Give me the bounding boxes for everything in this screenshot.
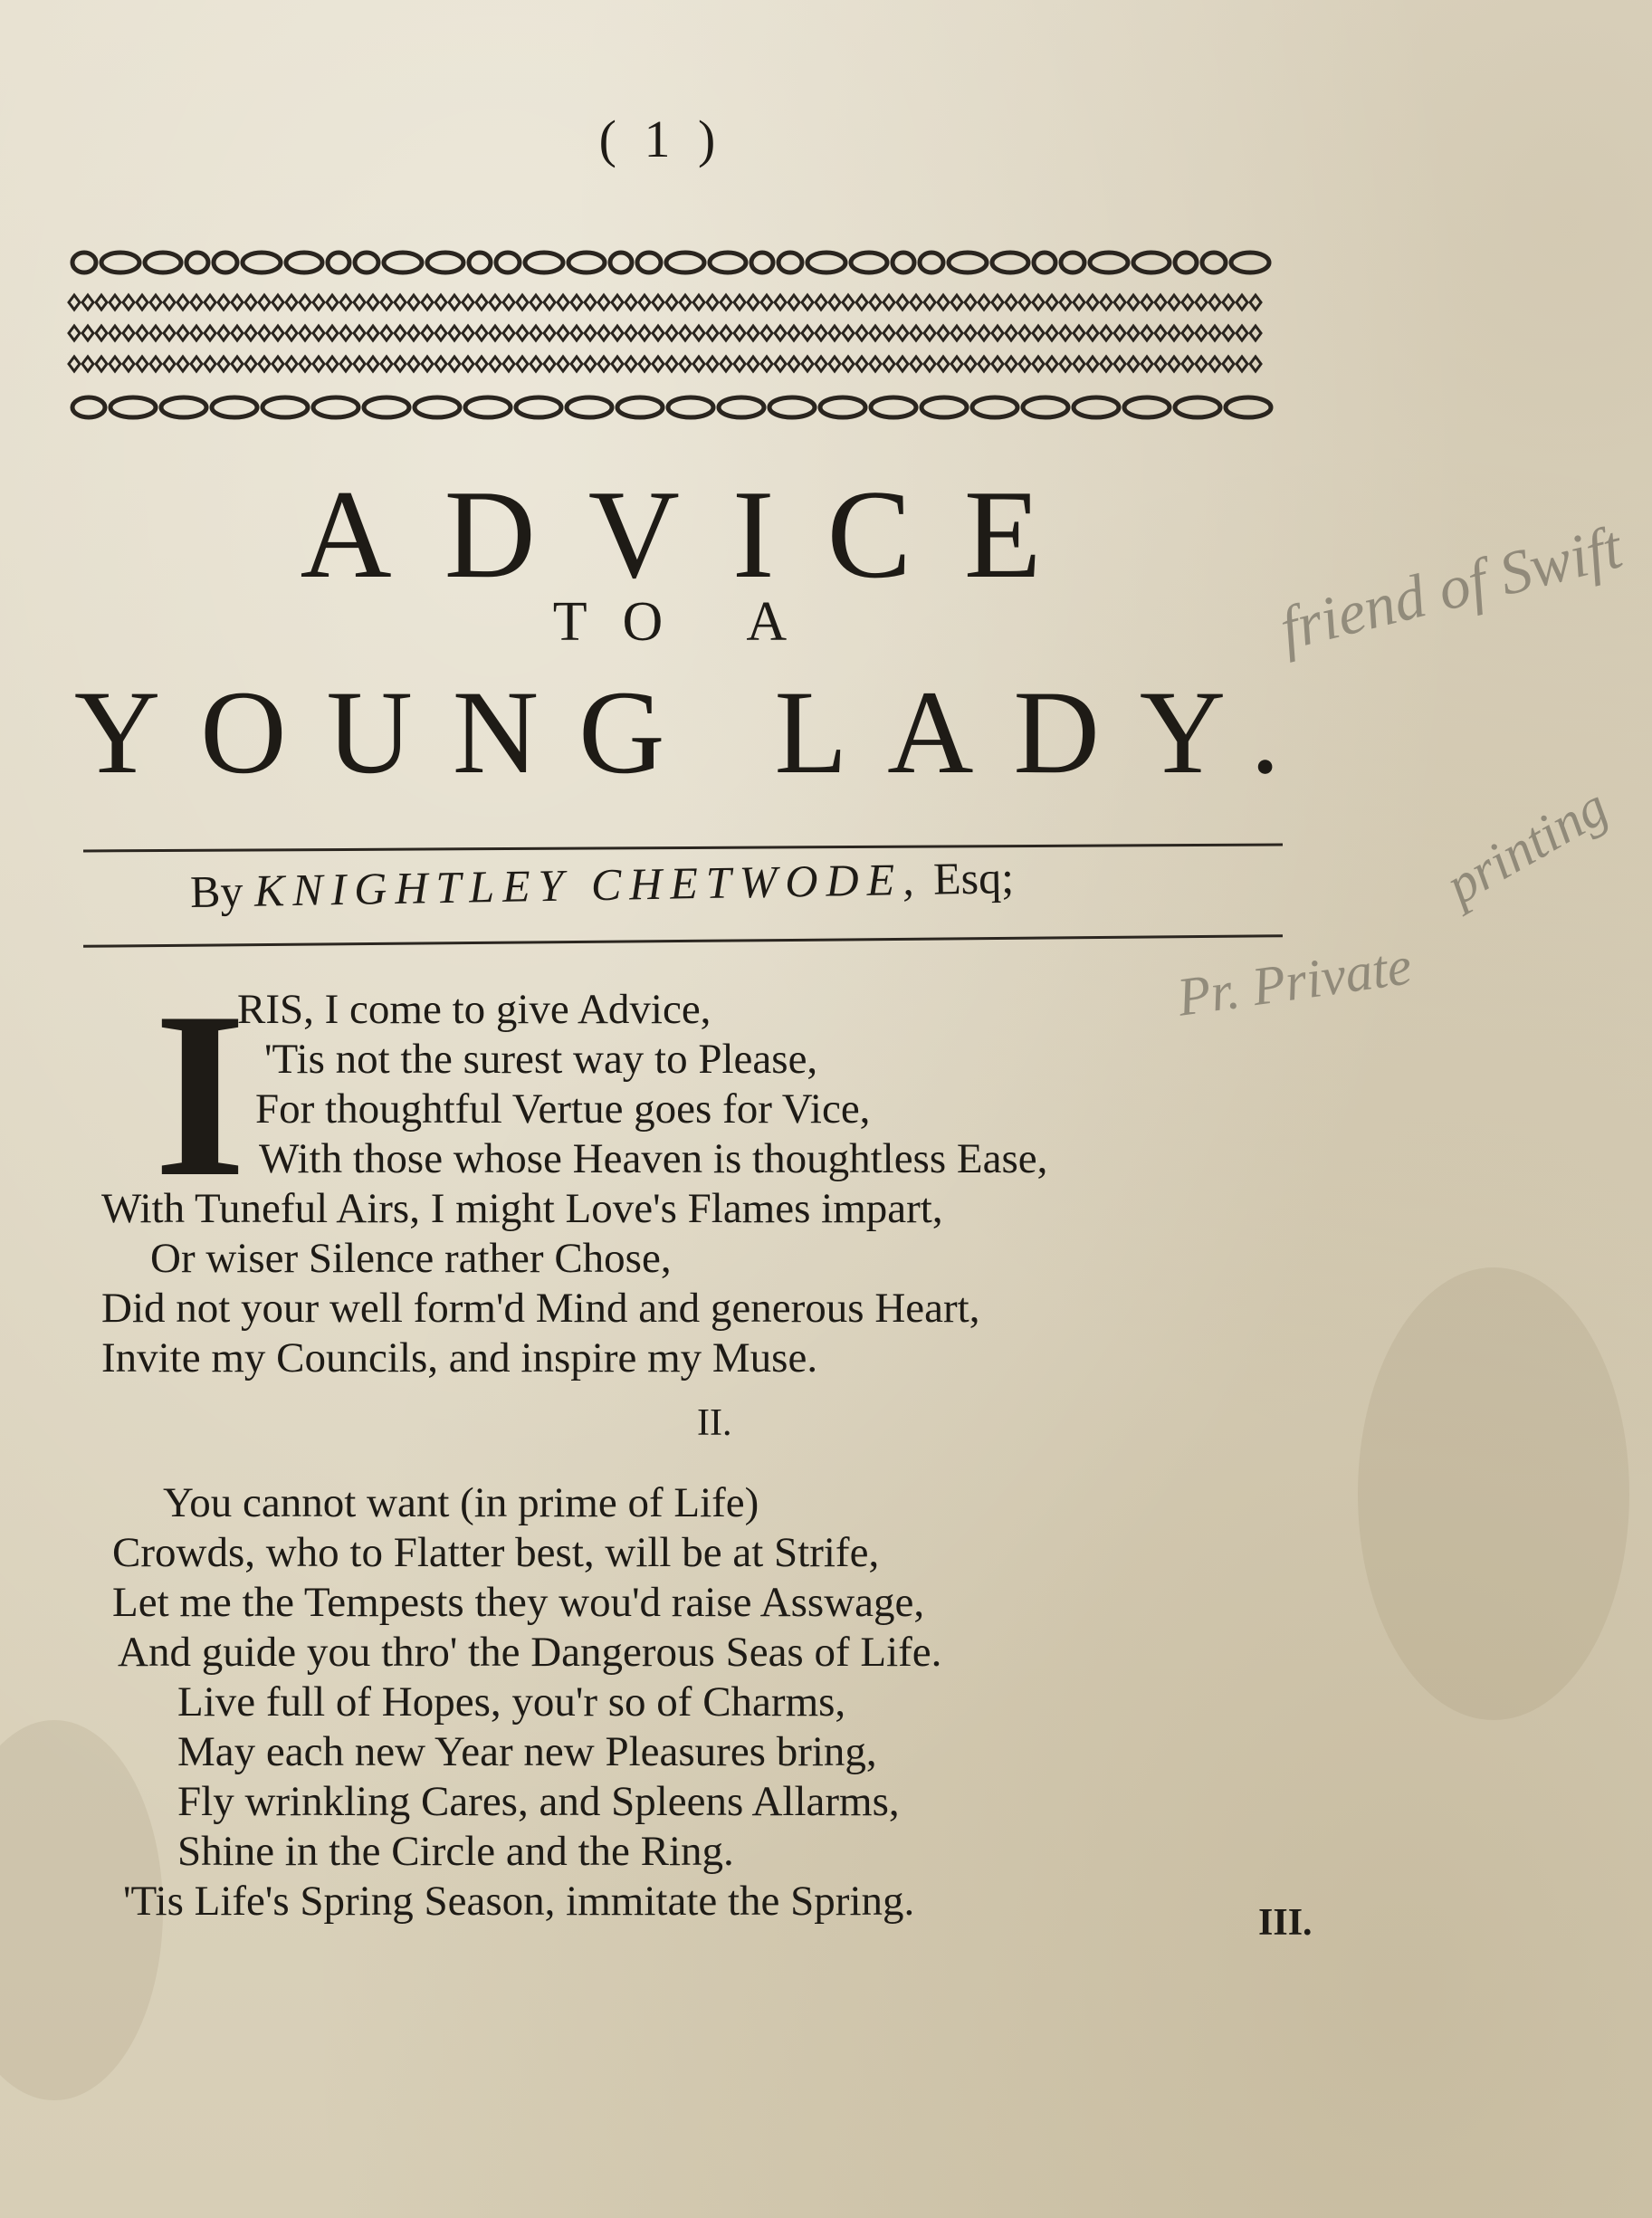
paper-stain [1358,1267,1629,1720]
verse-line: 'Tis not the surest way to Please, [264,1036,818,1083]
title-line-young-lady: YOUNG LADY. [73,665,1321,798]
page-number: ( 1 ) [598,110,723,168]
verse-line: May each new Year new Pleasures bring, [177,1728,877,1775]
verse-line: Or wiser Silence rather Chose, [150,1235,672,1282]
author-name: KNIGHTLEY CHETWODE, [253,853,923,916]
drop-cap: I [154,963,246,1226]
rule-below-byline [83,934,1283,948]
verse-line: Invite my Councils, and inspire my Muse. [101,1334,818,1381]
verse-line: Did not your well form'd Mind and generous Heart, [101,1285,980,1332]
verse-line: Live full of Hopes, you'r so of Charms, [177,1678,846,1726]
verse-line: You cannot want (in prime of Life) [163,1479,759,1526]
handwritten-marginal-note: friend of Swift [1273,511,1628,664]
verse-line: Shine in the Circle and the Ring. [177,1828,734,1875]
verse-line: With Tuneful Airs, I might Love's Flames impart, [101,1185,943,1232]
byline-suffix: Esq; [932,852,1015,904]
title-line-advice: ADVICE [300,464,1094,605]
handwritten-marginal-note: printing [1436,776,1618,915]
verse-line: And guide you thro' the Dangerous Seas of Life. [118,1629,942,1676]
byline [190,851,1015,918]
verse-line: RIS, I come to give Advice, [237,986,711,1033]
printers-ornament-band [65,237,1278,427]
verse-line: Crowds, who to Flatter best, will be at Strife, [112,1529,880,1576]
verse-line: Fly wrinkling Cares, and Spleens Allarms, [177,1778,900,1825]
catchword: III. [1258,1902,1313,1944]
rule-above-byline [83,844,1283,853]
handwritten-marginal-note: Pr. Private [1173,935,1416,1028]
verse-line: Let me the Tempests they wou'd raise Asswage, [112,1579,925,1626]
title-line-to-a: TO A [552,591,824,653]
verse-line: 'Tis Life's Spring Season, immitate the Spring. [123,1878,915,1925]
byline-prefix: By [189,865,244,917]
stanza-number: II. [697,1402,732,1444]
verse-line: For thoughtful Vertue goes for Vice, [255,1085,871,1133]
verse-line: With those whose Heaven is thoughtless Ease, [259,1135,1048,1182]
